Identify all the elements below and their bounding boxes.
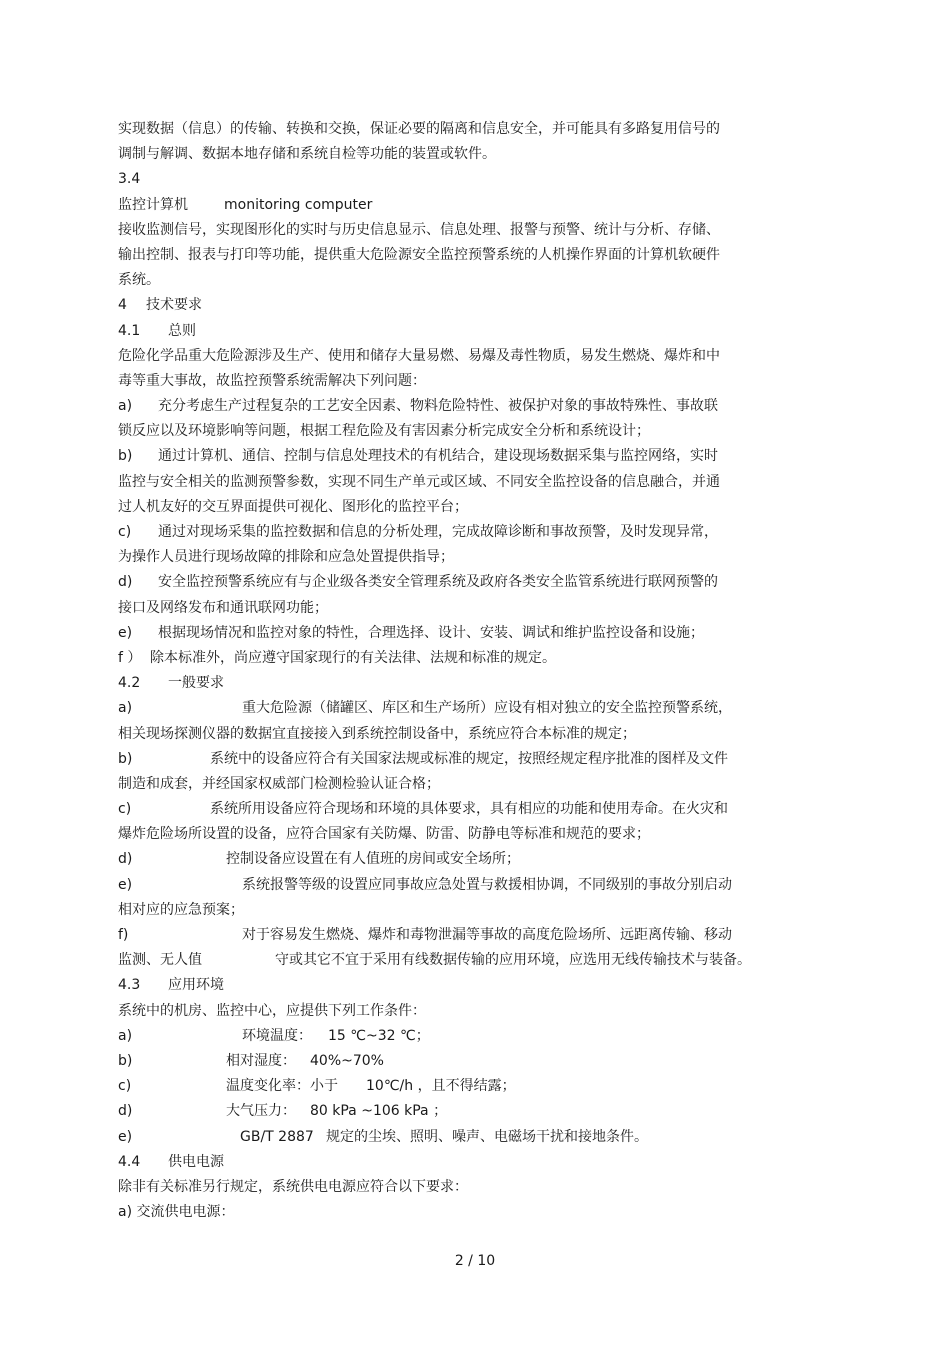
text-line [118, 999, 778, 1024]
section-heading [118, 973, 778, 998]
term-heading [118, 193, 778, 218]
text-line [118, 142, 778, 167]
list-item [118, 1099, 778, 1124]
list-item [118, 444, 778, 469]
list-item [118, 1074, 778, 1099]
list-item [118, 923, 778, 948]
condition-label: 环境温度： [242, 1027, 312, 1044]
list-marker: f ） [118, 649, 142, 666]
standard-code: GB/T 2887 [240, 1128, 314, 1145]
text-line [118, 596, 778, 621]
list-marker: d) [118, 574, 133, 591]
list-marker: b) [118, 1052, 133, 1069]
text-line [118, 772, 778, 797]
text-line [118, 545, 778, 570]
section-number: 4.2 [118, 675, 141, 692]
text-line [118, 1175, 778, 1200]
text-line [118, 898, 778, 923]
text-line [118, 369, 778, 394]
list-item [118, 797, 778, 822]
condition-label: 温度变化率：小于 [226, 1078, 338, 1095]
section-number [118, 167, 778, 192]
list-text: 系统中的设备应符合有关国家法规或标准的规定，按照经规定程序批准的图样及文件 [210, 750, 728, 767]
list-item [118, 570, 778, 595]
list-marker: e) [118, 1128, 133, 1145]
text-line [118, 1200, 778, 1225]
text-run: 爆炸危险场所设置的设备，应符合国家有关防爆、防雷、防静电等标准和规范的要求； [118, 826, 650, 843]
text-run: a) 交流供电电源： [118, 1204, 235, 1221]
list-item [118, 696, 778, 721]
list-marker: f) [118, 927, 129, 943]
list-text: 根据现场情况和监控对象的特性，合理选择、设计、安装、调试和维护监控设备和设施； [158, 624, 704, 641]
list-marker: c) [118, 1078, 132, 1095]
text-run: 系统中的机房、监控中心，应提供下列工作条件： [118, 1002, 426, 1019]
text-line [118, 948, 778, 973]
condition-label: 相对湿度： [226, 1052, 296, 1069]
list-marker: c) [118, 801, 132, 818]
page-number: 2 / 10 [454, 1253, 496, 1269]
list-marker: e) [118, 624, 133, 641]
section-title: 供电电源 [168, 1153, 224, 1170]
text-run: 守或其它不宜于采用有线数据传输的应用环境，应选用无线传输技术与装备。 [275, 952, 751, 969]
text-line [118, 117, 778, 142]
list-text: 通过对现场采集的监控数据和信息的分析处理，完成故障诊断和事故预警，及时发现异常， [158, 524, 718, 540]
text-line [118, 243, 778, 268]
condition-value: 规定的尘埃、照明、噪声、电磁场干扰和接地条件。 [326, 1128, 648, 1145]
list-text: 通过计算机、通信、控制与信息处理技术的有机结合，建设现场数据采集与监控网络，实时 [158, 448, 718, 465]
text-line [118, 218, 778, 243]
page-body [118, 117, 778, 1225]
text-run: 接收监测信号，实现图形化的实时与历史信息显示、信息处理、报警与预警、统计与分析、存储、 [118, 221, 720, 238]
text-run: 过人机友好的交互界面提供可视化、图形化的监控平台； [118, 498, 468, 515]
list-marker: d) [118, 851, 133, 868]
text-run: 监测、无人值 [118, 952, 202, 969]
list-text: 重大危险源（储罐区、库区和生产场所）应设有相对独立的安全监控预警系统， [242, 700, 732, 717]
text-run: 系统。 [118, 272, 160, 289]
section-title: 一般要求 [168, 675, 224, 692]
list-item [118, 1024, 778, 1049]
list-text: 系统报警等级的设置应同事故应急处置与救援相协调，不同级别的事故分别启动 [242, 876, 732, 893]
text-run: 实现数据（信息）的传输、转换和交换，保证必要的隔离和信息安全，并可能具有多路复用信号的 [118, 121, 720, 137]
term-chinese: 监控计算机 [118, 196, 188, 213]
text-run: 锁反应以及环境影响等问题，根据工程危险及有害因素分析完成安全分析和系统设计； [118, 423, 650, 440]
list-item [118, 873, 778, 898]
text-line [118, 822, 778, 847]
text-run: 为操作人员进行现场故障的排除和应急处置提供指导； [118, 549, 454, 566]
list-item [118, 847, 778, 872]
list-item [118, 1049, 778, 1074]
list-text: 除本标准外，尚应遵守国家现行的有关法律、法规和标准的规定。 [150, 649, 556, 666]
section-number: 4.1 [118, 322, 141, 339]
list-marker: a) [118, 1027, 133, 1044]
section-number: 4 [118, 297, 127, 314]
text-run: 3.4 [118, 171, 141, 188]
list-text: 系统所用设备应符合现场和环境的具体要求，具有相应的功能和使用寿命。在火灾和 [210, 801, 728, 818]
section-title: 应用环境 [168, 977, 224, 994]
section-title: 总则 [168, 322, 196, 339]
text-run: 制造和成套，并经国家权威部门检测检验认证合格； [118, 775, 440, 792]
text-line [118, 495, 778, 520]
text-run: 除非有关标准另行规定，系统供电电源应符合以下要求： [118, 1178, 468, 1195]
term-english: monitoring computer [224, 196, 373, 213]
section-number: 4.4 [118, 1153, 141, 1170]
text-line [118, 344, 778, 369]
text-run: 接口及网络发布和通讯联网功能； [118, 599, 328, 616]
list-text: 充分考虑生产过程复杂的工艺安全因素、物料危险特性、被保护对象的事故特殊性、事故联 [158, 398, 718, 415]
list-marker: a) [118, 398, 133, 415]
condition-value: 15 ℃~32 ℃； [328, 1027, 430, 1044]
section-heading [118, 319, 778, 344]
list-item [118, 621, 778, 646]
list-text: 对于容易发生燃烧、爆炸和毒物泄漏等事故的高度危险场所、远距离传输、移动 [242, 927, 732, 943]
list-marker: c) [118, 524, 132, 540]
condition-value: 10℃/h ，且不得结露； [366, 1078, 516, 1095]
list-marker: b) [118, 750, 133, 767]
text-run: 毒等重大事故，故监控预警系统需解决下列问题： [118, 372, 426, 389]
section-title: 技术要求 [146, 297, 202, 314]
text-run: 相对应的应急预案； [118, 901, 244, 918]
list-marker: d) [118, 1103, 133, 1120]
list-item [118, 520, 778, 545]
text-run: 输出控制、报表与打印等功能，提供重大危险源安全监控预警系统的人机操作界面的计算机软硬件 [118, 246, 720, 263]
section-number: 4.3 [118, 977, 141, 994]
list-marker: e) [118, 876, 133, 893]
list-text: 安全监控预警系统应有与企业级各类安全管理系统及政府各类安全监管系统进行联网预警的 [158, 574, 718, 591]
condition-value: 80 kPa ~106 kPa ； [310, 1103, 448, 1120]
section-heading [118, 293, 778, 318]
text-line [118, 470, 778, 495]
text-line [118, 268, 778, 293]
condition-value: 40%~70% [310, 1052, 384, 1069]
text-run: 监控与安全相关的监测预警参数，实现不同生产单元或区域、不同安全监控设备的信息融合，并通 [118, 473, 720, 490]
section-heading [118, 1150, 778, 1175]
condition-label: 大气压力： [226, 1103, 296, 1120]
text-line [118, 419, 778, 444]
list-marker: b) [118, 448, 133, 465]
section-heading [118, 671, 778, 696]
list-text: 控制设备应设置在有人值班的房间或安全场所； [226, 851, 520, 868]
list-item [118, 646, 778, 671]
list-item [118, 747, 778, 772]
text-run: 危险化学品重大危险源涉及生产、使用和储存大量易燃、易爆及毒性物质，易发生燃烧、爆炸和中 [118, 347, 720, 364]
text-run: 相关现场探测仪器的数据宜直接接入到系统控制设备中，系统应符合本标准的规定； [118, 725, 636, 742]
text-run: 调制与解调、数据本地存储和系统自检等功能的装置或软件。 [118, 146, 496, 163]
list-item [118, 1125, 778, 1150]
list-item [118, 394, 778, 419]
text-line [118, 722, 778, 747]
list-marker: a) [118, 700, 133, 717]
